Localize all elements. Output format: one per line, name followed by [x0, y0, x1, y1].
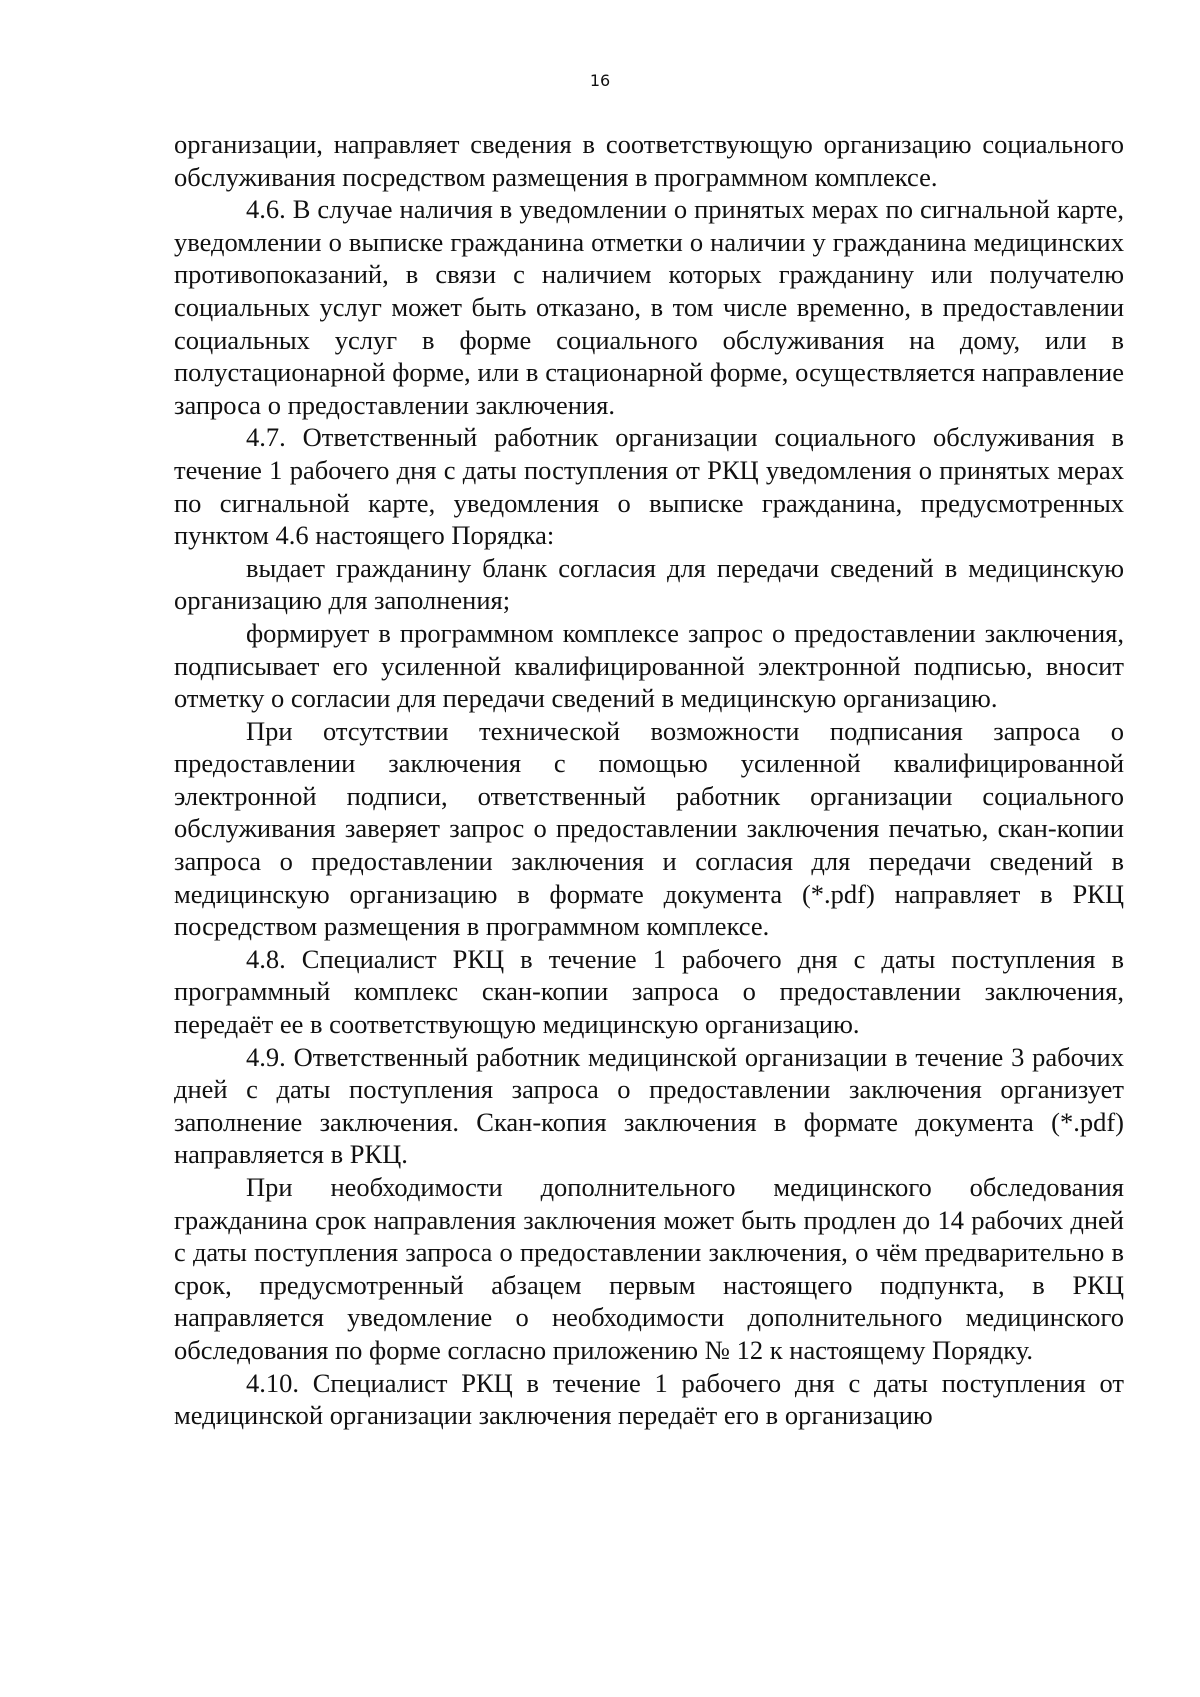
paragraph-4-10: 4.10. Специалист РКЦ в течение 1 рабочего дня с даты поступления от медицинской организации заключения передаёт его в организацию — [174, 1367, 1124, 1431]
paragraph-4-7-no-signature: При отсутствии технической возможности подписания запроса о предоставлении заключения с помощью усиленной квалифицированной электронной подписи, ответственный работник организации социального обслуживания заверяет запрос о предоставлении заключения печатью, скан-копии запроса о предоставлении заключения и согласия для передачи сведений в медицинскую организацию в формате документа (*.pdf) направляет в РКЦ посредством размещения в программном комплексе. — [174, 715, 1124, 942]
paragraph-4-9-extension: При необходимости дополнительного медицинского обследования гражданина срок направления заключения может быть продлен до 14 рабочих дней с даты поступления запроса о предоставлении заключения, о чём предварительно в срок, предусмотренный абзацем первым настоящего подпункта, в РКЦ направляется уведомление о необходимости дополнительного медицинского обследования по форме согласно приложению № 12 к настоящему Порядку. — [174, 1172, 1124, 1365]
paragraph-4-9: 4.9. Ответственный работник медицинской организации в течение 3 рабочих дней с даты поступления запроса о предоставлении заключения организует заполнение заключения. Скан-копия заключения в формате документа (*.pdf) направляется в РКЦ. — [174, 1041, 1124, 1170]
paragraph-4-7-item-request: формирует в программном комплексе запрос о предоставлении заключения, подписывает его усиленной квалифицированной электронной подписью, вносит отметку о согласии для передачи сведений в медицинскую организацию. — [174, 617, 1124, 714]
document-body — [174, 128, 1124, 1432]
paragraph-continuation: организации, направляет сведения в соответствующую организацию социального обслуживания посредством размещения в программном комплексе. — [174, 129, 1124, 192]
page-number: 16 — [589, 71, 611, 90]
paragraph-4-7-item-consent-form: выдает гражданину бланк согласия для передачи сведений в медицинскую организацию для заполнения; — [174, 552, 1124, 616]
paragraph-4-6: 4.6. В случае наличия в уведомлении о принятых мерах по сигнальной карте, уведомлении о выписке гражданина отметки о наличии у гражданина медицинских противопоказаний, в связи с наличием которых гражданину или получателю социальных услуг может быть отказано, в том числе временно, в предоставлении социальных услуг в форме социального обслуживания на дому, или в полустационарной форме, или в стационарной форме, осуществляется направление запроса о предоставлении заключения. — [174, 194, 1124, 420]
paragraph-4-7: 4.7. Ответственный работник организации социального обслуживания в течение 1 рабочего дня с даты поступления от РКЦ уведомления о принятых мерах по сигнальной карте, уведомления о выписке гражданина, предусмотренных пунктом 4.6 настоящего Порядка: — [174, 422, 1124, 551]
paragraph-4-8: 4.8. Специалист РКЦ в течение 1 рабочего дня с даты поступления в программный комплекс скан-копии запроса о предоставлении заключения, передаёт ее в соответствующую медицинскую организацию. — [174, 943, 1124, 1040]
